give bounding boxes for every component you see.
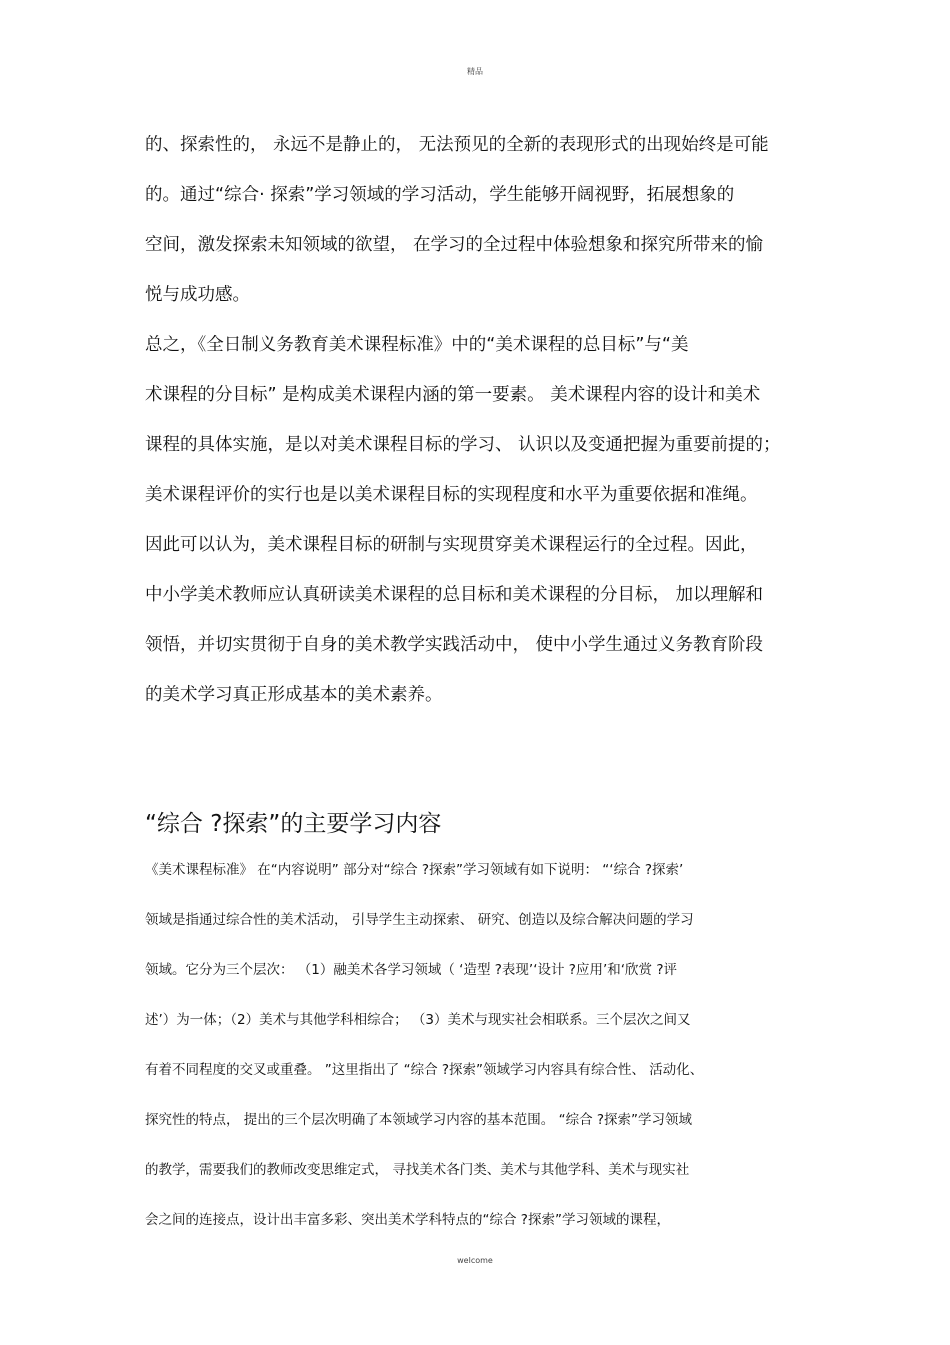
- body-line: 《美术课程标准》 在“内容说明” 部分对“综合 ?探索”学习领域有如下说明： “‘综合 ?探索’: [145, 862, 684, 878]
- body-line: 空间，激发探索未知领域的欲望， 在学习的全过程中体验想象和探究所带来的愉: [145, 235, 764, 255]
- body-line: 有着不同程度的交叉或重叠。 ”这里指出了 “综合 ?探索”领域学习内容具有综合性、 活动化、: [145, 1062, 704, 1078]
- body-line: 的教学，需要我们的教师改变思维定式， 寻找美术各门类、美术与其他学科、美术与现实社: [145, 1162, 690, 1178]
- page-header: 精品: [467, 67, 483, 76]
- body-line: 会之间的连接点，设计出丰富多彩、突出美术学科特点的“综合 ?探索”学习领域的课程，: [145, 1212, 670, 1228]
- body-line: 探究性的特点， 提出的三个层次明确了本领域学习内容的基本范围。 “综合 ?探索”学习领域: [145, 1112, 693, 1128]
- body-line: 述’）为一体；（2）美术与其他学科相综合； （3）美术与现实社会相联系。三个层次之间又: [145, 1012, 691, 1028]
- body-line: 的美术学习真正形成基本的美术素养。: [145, 685, 443, 705]
- body-line: 课程的具体实施，是以对美术课程目标的学习、 认识以及变通把握为重要前提的；: [145, 435, 781, 455]
- body-line: 领域是指通过综合性的美术活动， 引导学生主动探索、 研究、创造以及综合解决问题的学习: [145, 912, 694, 928]
- body-line: 因此可以认为，美术课程目标的研制与实现贯穿美术课程运行的全过程。因此，: [145, 535, 758, 555]
- page-footer: welcome: [457, 1256, 493, 1265]
- body-line: 中小学美术教师应认真研读美术课程的总目标和美术课程的分目标， 加以理解和: [145, 585, 764, 605]
- body-line: 领域。它分为三个层次： （1）融美术各学习领域（ ‘造型 ?表现’‘设计 ?应用’和‘欣赏 ?评: [145, 962, 677, 978]
- body-line: 悦与成功感。: [145, 285, 250, 305]
- body-line: 的。通过“综合· 探索”学习领域的学习活动，学生能够开阔视野，拓展想象的: [145, 185, 735, 205]
- section-heading: “综合 ?探索”的主要学习内容: [145, 811, 442, 837]
- body-line: 领悟，并切实贯彻于自身的美术教学实践活动中， 使中小学生通过义务教育阶段: [145, 635, 764, 655]
- body-line: 美术课程评价的实行也是以美术课程目标的实现程度和水平为重要依据和准绳。: [145, 485, 758, 505]
- body-line: 术课程的分目标” 是构成美术课程内涵的第一要素。 美术课程内容的设计和美术: [145, 385, 761, 405]
- body-line: 的、探索性的， 永远不是静止的， 无法预见的全新的表现形式的出现始终是可能: [145, 135, 769, 155]
- body-line: 总之，《全日制义务教育美术课程标准》中的“美术课程的总目标”与“美: [145, 335, 689, 355]
